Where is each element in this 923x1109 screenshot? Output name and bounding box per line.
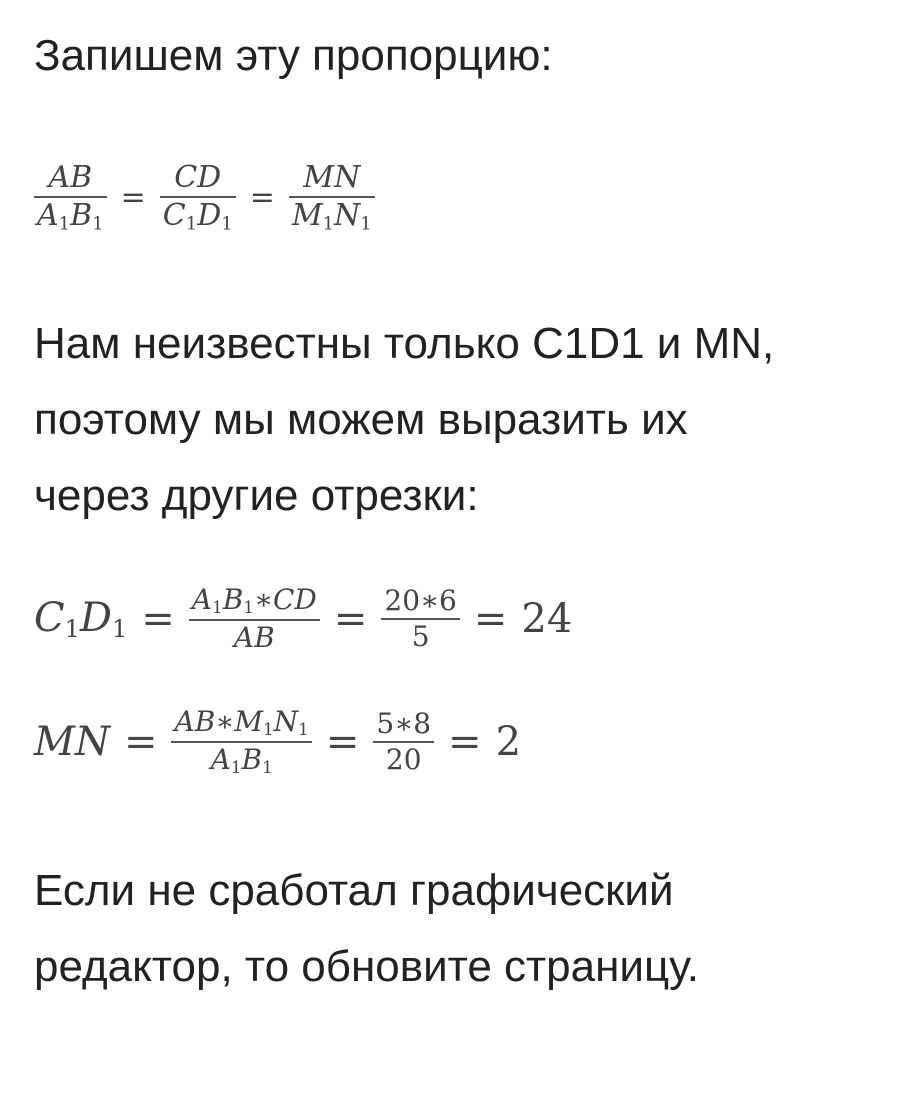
subscript: 1 xyxy=(322,213,335,234)
numerator xyxy=(171,707,311,739)
subscript: 1 xyxy=(360,213,372,234)
equals-sign: = xyxy=(120,180,146,216)
equation-mn xyxy=(34,707,521,777)
text-line: Нам неизвестны только C1D1 и MN, xyxy=(34,319,775,368)
denominator xyxy=(208,742,276,777)
subscript: 1 xyxy=(298,719,309,740)
fraction-mn xyxy=(289,162,375,234)
var-b: B xyxy=(70,197,93,233)
var-d: D xyxy=(79,594,112,641)
text-line: через другие отрезки: xyxy=(34,471,479,520)
equation-lhs: MN xyxy=(34,718,110,765)
numerator: CD xyxy=(174,160,222,195)
var-c: C xyxy=(162,197,186,233)
var-n: N xyxy=(334,197,361,233)
subscript: 1 xyxy=(64,614,80,643)
var-m: M xyxy=(291,197,323,233)
numerator: 20∗6 xyxy=(384,584,457,618)
subscript: 1 xyxy=(111,614,128,643)
equals-sign: = xyxy=(325,718,360,765)
equals-sign: = xyxy=(333,595,368,642)
denominator: AB xyxy=(233,620,275,654)
subscript: 1 xyxy=(58,213,71,234)
var-abm: AB∗M xyxy=(174,705,263,738)
var-b: B xyxy=(222,583,244,616)
fraction-numeric xyxy=(381,586,459,651)
text-line: поэтому мы можем выразить их xyxy=(34,395,688,444)
numerator: AB xyxy=(48,160,93,195)
denominator xyxy=(34,197,107,234)
subscript: 1 xyxy=(230,757,242,777)
subscript: 1 xyxy=(221,213,233,234)
numerator: 5∗8 xyxy=(376,707,432,741)
fraction-cd xyxy=(160,162,236,234)
var-c: C xyxy=(34,594,65,641)
subscript: 1 xyxy=(243,597,254,618)
proportion-equation xyxy=(34,162,375,234)
equals-sign: = xyxy=(448,718,482,765)
result-value: 24 xyxy=(521,595,573,642)
result-value: 2 xyxy=(495,718,522,765)
denominator: 20 xyxy=(385,742,422,776)
equation-c1d1 xyxy=(34,585,572,652)
subscript: 1 xyxy=(212,597,223,618)
explanation-text xyxy=(34,318,774,546)
denominator xyxy=(289,197,375,234)
equals-sign: = xyxy=(141,595,175,642)
text-line: Если не сработал графический xyxy=(34,866,674,915)
var-n: N xyxy=(273,705,299,738)
equals-sign: = xyxy=(123,718,158,765)
fraction-formula xyxy=(189,585,320,652)
numerator xyxy=(189,585,320,617)
subscript: 1 xyxy=(185,213,198,234)
var-a: A xyxy=(37,197,59,233)
subscript: 1 xyxy=(262,719,274,740)
text-line: редактор, то обновите страницу. xyxy=(34,942,700,991)
subscript: 1 xyxy=(262,757,273,777)
var-a: A xyxy=(210,742,231,776)
fraction-formula xyxy=(171,707,311,777)
numerator-rest: ∗CD xyxy=(253,583,317,616)
footer-text xyxy=(34,865,699,1017)
fraction-numeric xyxy=(373,709,434,774)
equation-lhs xyxy=(34,595,127,643)
equals-sign: = xyxy=(249,180,275,216)
denominator: 5 xyxy=(411,619,430,653)
var-a: A xyxy=(191,583,212,616)
numerator: MN xyxy=(303,160,361,195)
intro-text: Запишем эту пропорцию: xyxy=(34,31,553,80)
subscript: 1 xyxy=(92,213,104,234)
denominator xyxy=(160,197,236,234)
equals-sign: = xyxy=(473,595,508,642)
var-b: B xyxy=(241,742,263,776)
fraction-ab xyxy=(34,162,107,234)
var-d: D xyxy=(197,197,222,233)
